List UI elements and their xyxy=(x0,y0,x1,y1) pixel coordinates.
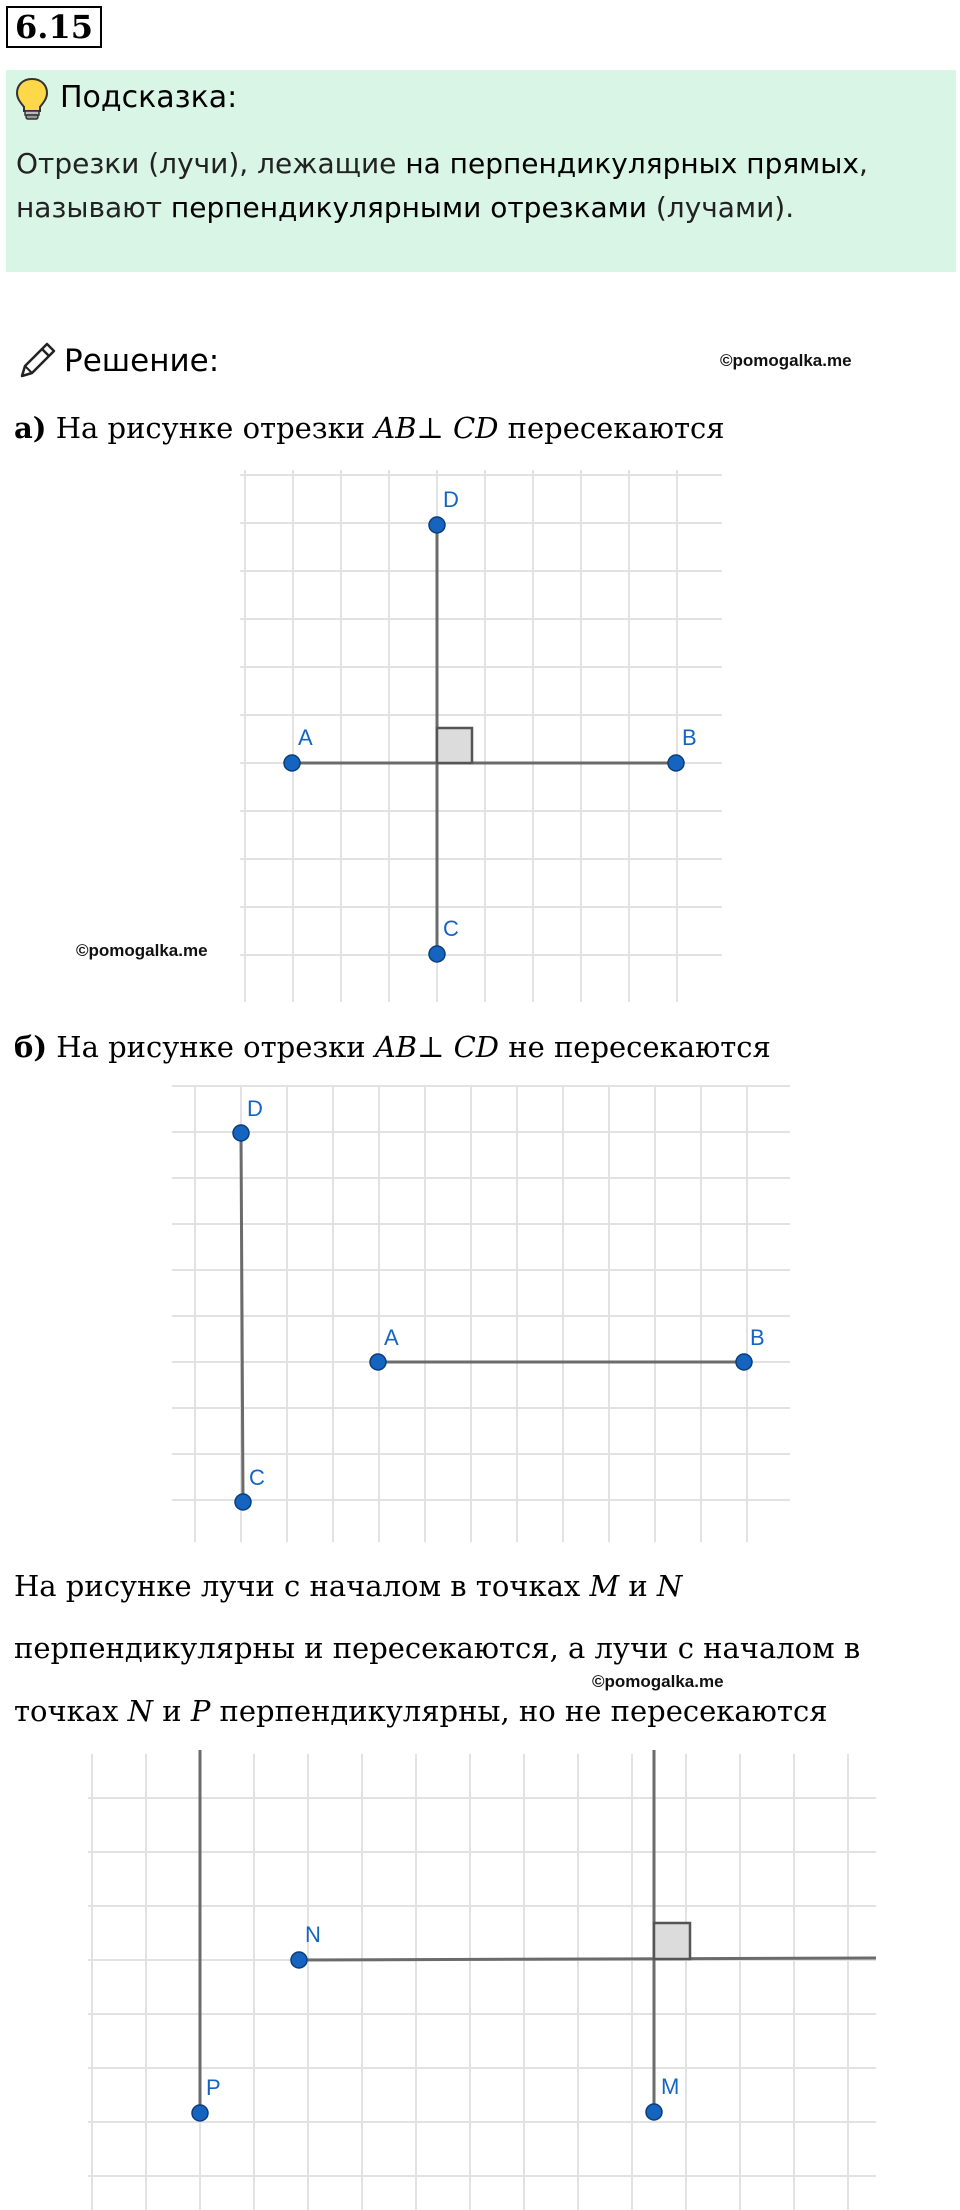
point-d xyxy=(429,517,445,533)
point-m-label: M xyxy=(661,2074,680,2099)
part-b-text-2: не пересекаются xyxy=(499,1030,771,1064)
point-p xyxy=(192,2105,208,2121)
pencil-icon xyxy=(16,338,60,382)
point-c-label: C xyxy=(443,916,459,941)
watermark: ©pomogalka.me xyxy=(720,351,852,370)
hint-text: , xyxy=(859,147,868,180)
point-c xyxy=(235,1494,251,1510)
part-b-text-1: На рисунке отрезки xyxy=(47,1030,375,1064)
part-a-text xyxy=(14,408,725,448)
part-a-math: AB⊥ CD xyxy=(374,411,499,445)
part-c-text: перпендикулярны, но не пересекаются xyxy=(210,1694,828,1728)
grid xyxy=(88,1754,876,2210)
part-c-math: M xyxy=(589,1569,620,1603)
hint-text: (лучами). xyxy=(646,191,795,224)
hint-line-1 xyxy=(16,144,868,184)
problem-number: 6.15 xyxy=(6,6,102,48)
part-c-math: N xyxy=(127,1694,154,1728)
point-d-label: D xyxy=(443,487,459,512)
watermark: ©pomogalka.me xyxy=(592,1672,724,1691)
point-b xyxy=(668,755,684,771)
part-a-text-2: пересекаются xyxy=(498,411,725,445)
point-d-label: D xyxy=(247,1096,263,1121)
part-c-text: точках xyxy=(14,1694,128,1728)
ray-n xyxy=(299,1958,876,1960)
solution-title: Решение: xyxy=(64,343,220,379)
point-a xyxy=(370,1354,386,1370)
point-b-label: B xyxy=(682,725,697,750)
hint-text: называют xyxy=(16,191,171,224)
hint-title: Подсказка: xyxy=(60,80,238,115)
part-c-text: и xyxy=(153,1694,191,1728)
point-d xyxy=(233,1125,249,1141)
point-c-label: C xyxy=(249,1465,265,1490)
part-c-line-1 xyxy=(14,1566,682,1606)
part-b-math: AB⊥ CD xyxy=(374,1030,500,1064)
point-a-label: A xyxy=(298,725,313,750)
figure-a xyxy=(0,460,960,1010)
part-b-label: б) xyxy=(14,1030,48,1064)
part-c-line-3 xyxy=(14,1691,828,1731)
part-c-text: и xyxy=(619,1569,657,1603)
right-angle-marker xyxy=(437,728,472,763)
part-b-text xyxy=(14,1027,771,1067)
point-n-label: N xyxy=(305,1922,321,1947)
figure-b xyxy=(0,1078,960,1548)
part-a-text-1: На рисунке отрезки xyxy=(46,411,375,445)
point-b-label: B xyxy=(750,1325,765,1350)
segment-cd xyxy=(241,1133,243,1502)
point-a-label: A xyxy=(384,1325,399,1350)
watermark: ©pomogalka.me xyxy=(76,941,208,960)
right-angle-marker xyxy=(654,1923,690,1959)
point-p-label: P xyxy=(206,2075,221,2100)
lightbulb-icon xyxy=(14,76,50,122)
part-c-math: P xyxy=(190,1694,211,1728)
hint-bold-text: перпендикулярными отрезками xyxy=(170,191,647,224)
point-b xyxy=(736,1354,752,1370)
point-c xyxy=(429,946,445,962)
hint-bold-text: на перпендикулярных прямых xyxy=(405,147,859,180)
hint-text: Отрезки (лучи), лежащие xyxy=(16,147,406,180)
point-m xyxy=(646,2104,662,2120)
figure-c xyxy=(0,1750,960,2210)
part-c-math: N xyxy=(656,1569,683,1603)
point-a xyxy=(284,755,300,771)
part-a-label: а) xyxy=(14,411,47,445)
part-c-text: На рисунке лучи с началом в точках xyxy=(14,1569,590,1603)
hint-line-2 xyxy=(16,188,794,228)
point-n xyxy=(291,1952,307,1968)
part-c-line-2: перпендикулярны и пересекаются, а лучи с началом в xyxy=(14,1631,861,1665)
